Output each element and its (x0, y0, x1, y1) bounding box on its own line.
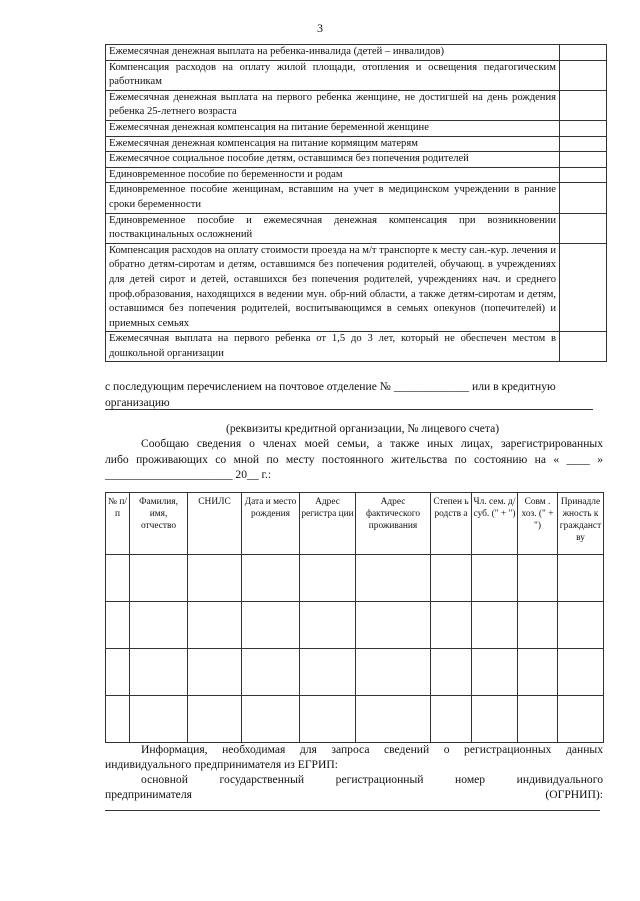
benefit-label: Компенсация расходов на оплату жилой площади, отопления и освещения педагогическим работникам (106, 60, 560, 90)
transfer-blank[interactable]: _____________ (393, 380, 470, 393)
benefit-label: Единовременное пособие и ежемесячная денежная компенсация при возникновении поствакцинальных осложнений (106, 213, 560, 243)
family-cell[interactable] (130, 602, 188, 649)
family-cell[interactable] (130, 696, 188, 743)
family-row (106, 555, 604, 602)
benefit-checkbox-cell[interactable] (560, 120, 607, 136)
family-column-header: № п/ п (106, 493, 130, 555)
ogrnip-field[interactable] (105, 810, 600, 811)
family-cell[interactable] (518, 602, 558, 649)
egrip-line-1: Информация, необходимая для запроса сведений о регистрационных данных (141, 743, 603, 756)
family-column-header: Степен ь родств а (431, 493, 472, 555)
benefit-label: Ежемесячная денежная выплата на ребенка-инвалида (детей – инвалидов) (106, 45, 560, 61)
benefit-label: Ежемесячное социальное пособие детям, оставшимся без попечения родителей (106, 152, 560, 168)
family-column-header: Дата и место рождения (242, 493, 300, 555)
family-cell[interactable] (518, 555, 558, 602)
family-column-header: Адрес регистра ции (300, 493, 356, 555)
transfer-line (105, 379, 603, 394)
family-cell[interactable] (472, 602, 518, 649)
family-cell[interactable] (431, 602, 472, 649)
benefit-checkbox-cell[interactable] (560, 167, 607, 183)
benefit-label: Компенсация расходов на оплату стоимости проезда на м/т транспорте к месту сан.-кур. лечения и обратно детям-сиротам и детям, оставшимся без попечения родителей, обучающ. в учреждениях для детей сирот и детей, оставшихся без попечения родителей, учреждениях нач. и среднего проф.образования, находящихся в ведении мун. обр-ний области, а также детям-сиротам и детям, оставшимся без попечения родителей, воспитывающимся в семьях опекунов (попечителей) и приемных семьях (106, 243, 560, 332)
page-number: 3 (317, 21, 323, 35)
benefit-checkbox-cell[interactable] (560, 213, 607, 243)
benefit-row (106, 183, 607, 213)
family-cell[interactable] (300, 602, 356, 649)
benefit-row (106, 167, 607, 183)
benefit-row (106, 152, 607, 168)
family-cell[interactable] (242, 602, 300, 649)
family-cell[interactable] (472, 555, 518, 602)
family-cell[interactable] (356, 602, 431, 649)
benefit-row (106, 60, 607, 90)
family-row (106, 649, 604, 696)
family-cell[interactable] (558, 696, 604, 743)
family-column-header: Чл. сем. д/суб. (" + ") (472, 493, 518, 555)
family-row (106, 602, 604, 649)
benefit-checkbox-cell[interactable] (560, 136, 607, 152)
bank-details-field[interactable] (105, 409, 593, 410)
family-cell[interactable] (130, 555, 188, 602)
benefit-checkbox-cell[interactable] (560, 183, 607, 213)
family-cell[interactable] (518, 649, 558, 696)
benefit-checkbox-cell[interactable] (560, 243, 607, 332)
family-cell[interactable] (300, 696, 356, 743)
egrip-line-4 (105, 787, 603, 802)
family-cell[interactable] (558, 602, 604, 649)
benefit-label: Ежемесячная денежная выплата на первого ребенка женщине, не достигшей на день рождения ребенка 25-летнего возраста (106, 90, 560, 120)
family-cell[interactable] (558, 649, 604, 696)
family-cell[interactable] (558, 555, 604, 602)
family-cell[interactable] (242, 555, 300, 602)
transfer-line-2: организацию (105, 396, 170, 409)
family-cell[interactable] (356, 649, 431, 696)
family-cell[interactable] (431, 555, 472, 602)
transfer-suffix: или в кредитную (471, 380, 556, 393)
family-intro-line-3: ______________________ 20__ г.: (105, 468, 272, 481)
benefit-checkbox-cell[interactable] (560, 90, 607, 120)
benefit-row (106, 332, 607, 362)
benefit-label: Единовременное пособие по беременности и родам (106, 167, 560, 183)
family-intro-line-1: Сообщаю сведения о членах моей семьи, а также иных лицах, зарегистрированных (141, 437, 603, 450)
family-cell[interactable] (431, 649, 472, 696)
family-column-header: Совм . хоз. (" + ") (518, 493, 558, 555)
family-cell[interactable] (356, 696, 431, 743)
family-row (106, 696, 604, 743)
family-cell[interactable] (472, 696, 518, 743)
benefit-label: Ежемесячная выплата на первого ребенка от 1,5 до 3 лет, который не обеспечен местом в дошкольной организации (106, 332, 560, 362)
family-cell[interactable] (431, 696, 472, 743)
family-cell[interactable] (188, 602, 242, 649)
egrip-line-4-right: (ОГРНИП): (545, 788, 603, 801)
benefits-table (105, 44, 607, 362)
benefit-checkbox-cell[interactable] (560, 332, 607, 362)
benefit-row (106, 120, 607, 136)
benefit-row (106, 45, 607, 61)
family-cell[interactable] (106, 696, 130, 743)
family-column-header: Принадле жность к гражданст ву (558, 493, 604, 555)
family-cell[interactable] (106, 602, 130, 649)
family-column-header: Адрес фактического проживания (356, 493, 431, 555)
family-cell[interactable] (106, 555, 130, 602)
benefit-row (106, 136, 607, 152)
egrip-line-2: индивидуального предпринимателя из ЕГРИП: (105, 758, 338, 771)
benefit-row (106, 213, 607, 243)
family-column-header: Фамилия, имя, отчество (130, 493, 188, 555)
benefit-label: Ежемесячная денежная компенсация на питание кормящим матерям (106, 136, 560, 152)
transfer-prefix: с последующим перечислением на почтовое отделение № (105, 380, 391, 393)
egrip-line-4-left: предпринимателя (105, 788, 192, 801)
benefit-checkbox-cell[interactable] (560, 152, 607, 168)
family-table (105, 492, 604, 743)
family-cell[interactable] (300, 649, 356, 696)
family-cell[interactable] (472, 649, 518, 696)
family-cell[interactable] (106, 649, 130, 696)
egrip-line-3: основной государственный регистрационный номер индивидуального (141, 773, 603, 786)
family-cell[interactable] (188, 696, 242, 743)
family-cell[interactable] (130, 649, 188, 696)
family-cell[interactable] (242, 649, 300, 696)
family-cell[interactable] (188, 555, 242, 602)
benefit-row (106, 90, 607, 120)
benefit-row (106, 243, 607, 332)
family-cell[interactable] (356, 555, 431, 602)
benefit-label: Единовременное пособие женщинам, вставшим на учет в медицинском учреждении в ранние сроки беременности (106, 183, 560, 213)
family-intro-line-2: либо проживающих со мной по месту постоянного жительства по состоянию на « ____ » (105, 453, 603, 466)
bank-details-caption: (реквизиты кредитной организации, № лицевого счета) (226, 422, 500, 435)
family-column-header: СНИЛС (188, 493, 242, 555)
family-cell[interactable] (188, 649, 242, 696)
benefit-label: Ежемесячная денежная компенсация на питание беременной женщине (106, 120, 560, 136)
benefit-checkbox-cell[interactable] (560, 60, 607, 90)
family-cell[interactable] (300, 555, 356, 602)
family-cell[interactable] (242, 696, 300, 743)
benefit-checkbox-cell[interactable] (560, 45, 607, 61)
family-cell[interactable] (518, 696, 558, 743)
